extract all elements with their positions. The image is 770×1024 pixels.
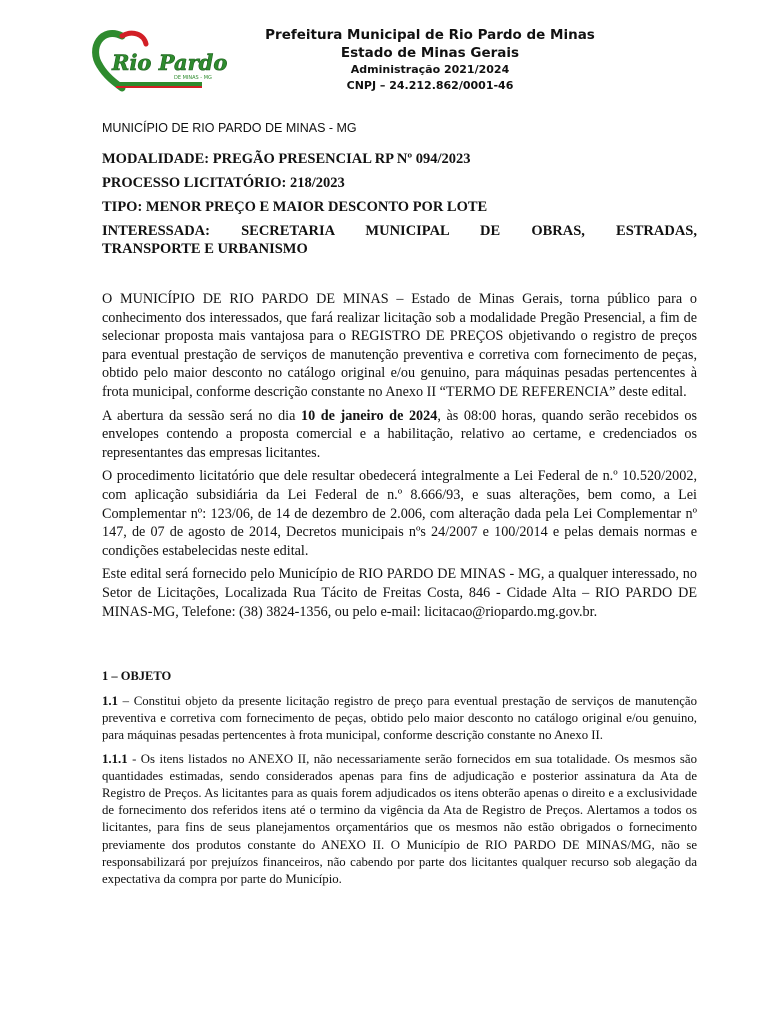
logo-subtext: DE MINAS - MG: [174, 75, 212, 81]
process-headings: [102, 150, 697, 264]
letterhead-cnpj: CNPJ – 24.212.862/0001-46: [346, 79, 514, 92]
paragraph-intro: O MUNICÍPIO DE RIO PARDO DE MINAS – Estado de Minas Gerais, torna público para o conhecimento dos interessados, que fará realizar licitação sob a modalidade Pregão Presencial, a fim de selecionar proposta mais vantajosa para o REGISTRO DE PREÇOS objetivando o registro de preços para eventual prestação de serviços de manutenção preventiva e corretiva com fornecimento de peças, obtido pelo maior desconto no catálogo original e/ou genuino, para máquinas pesadas pertencentes à frota municipal, conforme descrição constante no Anexo II “TERMO DE REFERENCIA” deste edital.: [102, 291, 697, 400]
intro-paragraphs: [102, 290, 697, 626]
item-1-1-1: [102, 751, 697, 889]
item-1-1-number: 1.1: [102, 694, 118, 708]
tipo: TIPO: MENOR PREÇO E MAIOR DESCONTO POR LOTE: [102, 199, 488, 215]
item-1-1-1-text: - Os itens listados no ANEXO II, não necessariamente serão fornecidos em sua totalidade. Os mesmos são quantidades estimadas, sendo considerados apenas para fins de adjudicação e posterior assinatura da Ata de Registro de Preços. As licitantes para as quais forem adjudicados os itens obterão apenas o direito e a exclusividade de fornecimento dos referidos itens até o termino da vigência da Ata de Registro de Preços. Alertamos a todos os licitantes, para fins de seus planejamentos orçamentários que os mesmos não estão obrigados o fornecimento previamente dos produtos constante do ANEXO II. O Município de RIO PARDO DE MINAS/MG, não se responsabilizará por prejuízos financeiros, não cabendo por parte dos licitantes qualquer recurso sob alegação da expectativa da compra por parte do Município.: [102, 751, 697, 887]
session-post: , às 08:00 horas, quando serão recebidos os envelopes contendo a proposta comercial e a habilitação, relativo ao certame, e credenciados os representantes das empresas licitantes.: [102, 407, 698, 461]
item-1-1-1-number: 1.1.1: [102, 751, 128, 766]
letterhead: [230, 26, 630, 94]
paragraph-availability: Este edital será fornecido pelo Município de RIO PARDO DE MINAS - MG, a qualquer interessado, no Setor de Licitações, Localizada Rua Tácito de Freitas Costa, 846 - Cidade Alta – RIO PARDO DE MINAS-MG, Telefone: (38) 3824-1356, ou pelo e-mail: licitacao@riopardo.mg.gov.br.: [102, 566, 697, 620]
interessada-line1: INTERESSADA: SECRETARIA MUNICIPAL DE OBRAS, ESTRADAS,: [102, 223, 697, 239]
processo: PROCESSO LICITATÓRIO: 218/2023: [102, 175, 345, 191]
letterhead-administration: Administração 2021/2024: [350, 63, 510, 76]
logo-text: Rio Pardo: [112, 50, 228, 75]
item-1-1-text: – Constitui objeto da presente licitação registro de preço para eventual prestação de serviços de manutenção preventiva e corretiva com fornecimento de peças, obtido pelo maior desconto no catálogo original e/ou genuino, para máquinas pesadas pertencentes à frota municipal, conforme descrição constante no Anexo II.: [102, 694, 697, 743]
session-date: 10 de janeiro de 2024: [300, 407, 438, 424]
modalidade: MODALIDADE: PREGÃO PRESENCIAL RP Nº 094/2023: [102, 151, 471, 167]
item-1-1: [102, 693, 697, 745]
section-body: [102, 693, 697, 894]
municipio-heading: MUNICÍPIO DE RIO PARDO DE MINAS - MG: [102, 121, 357, 135]
letterhead-title: Prefeitura Municipal de Rio Pardo de Minas: [265, 27, 595, 43]
paragraph-legal: O procedimento licitatório que dele resultar obedecerá integralmente a Lei Federal de n.º 10.520/2002, com aplicação subsidiária da Lei Federal de n.º 8.666/93, e suas alterações, bem como, a Lei Complementar nº: 123/06, de 14 de dezembro de 2.006, com alteração dada pela Lei Complementar nº 147, de 07 de agosto de 2014, Decretos municipais nºs 24/2007 e 100/2014 e pelas demais normas e condições estabelecidas neste edital.: [102, 468, 697, 559]
paragraph-session: [102, 407, 697, 463]
session-pre: A abertura da sessão será no dia: [102, 407, 301, 424]
section-title: 1 – OBJETO: [102, 669, 172, 683]
interessada-line2: TRANSPORTE E URBANISMO: [102, 241, 308, 257]
municipality-logo: [92, 28, 228, 94]
letterhead-state: Estado de Minas Gerais: [340, 45, 520, 61]
